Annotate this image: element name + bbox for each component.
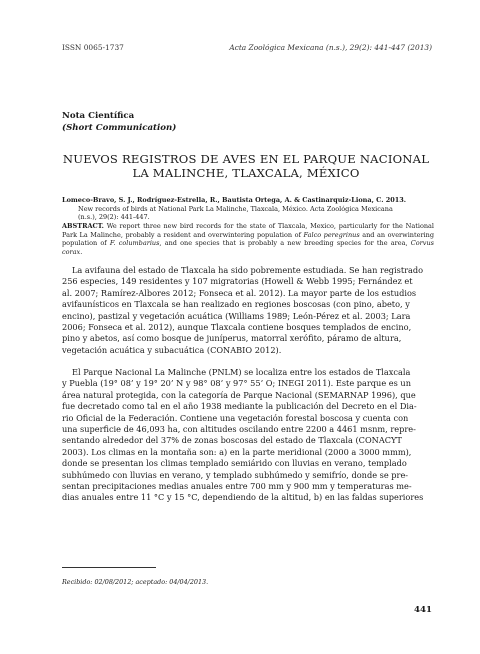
page-number: 441	[414, 605, 432, 615]
body-text-line: área natural protegida, con la categoría de Parque Nacional (SEMARNAP 1996), que	[62, 389, 416, 400]
body-text-line: vegetación acuática y subacuática (CONABIO 2012).	[62, 344, 282, 355]
article-title-line-2: LA MALINCHE, TLAXCALA, MÉXICO	[132, 166, 360, 180]
issn: ISSN 0065-1737	[62, 43, 124, 52]
body-text-line: 2006; Fonseca et al. 2012), aunque Tlaxcala contiene bosques templados de encino,	[62, 322, 412, 333]
body-text-line: donde se presentan los climas templado semiárido con lluvias en verano, templado	[62, 458, 407, 469]
body-text-line: dias anuales entre 11 °C y 15 °C, dependiendo de la altitud, b) en las faldas superiores	[62, 492, 424, 503]
abstract	[62, 222, 434, 257]
abstract-text: and an overwintering population of	[62, 230, 434, 248]
article-title-line-1: NUEVOS REGISTROS DE AVES EN EL PARQUE NACIONAL	[62, 152, 430, 166]
citation-line-2: New records of birds at National Park La Malinche, Tlaxcala, México. Acta Zoológica Mexicana	[78, 204, 393, 213]
body-text-line: 256 especies, 149 residentes y 107 migratorias (Howell & Webb 1995; Fernández et	[62, 276, 413, 287]
body-text-line: El Parque Nacional La Malinche (PNLM) se localiza entre los estados de Tlaxcala	[72, 367, 411, 377]
body-paragraph-1	[62, 265, 434, 356]
body-text-line: una superficie de 46,093 ha, con altitudes oscilando entre 2200 a 4461 msnm, repre-	[62, 424, 416, 435]
body-text-line: fue decretado como tal en el año 1938 mediante la publicación del Decreto en el Dia-	[62, 401, 417, 412]
body-text-line: La avifauna del estado de Tlaxcala ha sido pobremente estudiada. Se han registrado	[72, 265, 424, 275]
abstract-text: .	[80, 248, 83, 257]
body-text-line: al. 2007; Ramírez-Albores 2012; Fonseca et al. 2012). La mayor parte de los estudios	[62, 287, 417, 298]
abstract-label: ABSTRACT.	[62, 222, 104, 230]
body-text-line: 2003). Los climas en la montaña son: a) en la parte meridional (2000 a 3000 mmm),	[62, 446, 412, 457]
abstract-species: Corvus corax	[62, 239, 434, 257]
body-text-line: sentan precipitaciones medias anuales entre 700 mm y 900 mm y temperaturas me-	[62, 481, 412, 492]
body-text-line: rio Oficial de la Federación. Contiene una vegetación forestal boscosa y cuenta con	[62, 412, 409, 423]
body-text-line: subhúmedo con lluvias en verano, y templado subhúmedo y semifrío, donde se pre-	[62, 469, 409, 480]
abstract-species: Falco peregrinus	[303, 230, 360, 239]
body-text-line: sentando alrededor del 37% de zonas boscosas del estado de Tlaxcala (CONACYT	[62, 435, 402, 446]
citation	[62, 196, 434, 222]
footnote-divider	[62, 567, 156, 568]
section-label: Nota Científica	[62, 111, 135, 121]
body-paragraph-2	[62, 367, 434, 504]
abstract-text: , and one species that is probably a new breeding species for the area,	[159, 239, 408, 248]
body-text-line: pino y abetos, así como bosque de juníperus, matorral xerófito, páramo de altura,	[62, 333, 402, 344]
abstract-text: We report three new bird records for the state of Tlaxcala, Mexico, particularly for the National Park La Malinche, probably a resident and overwintering population of	[62, 222, 434, 239]
body-text-line: avifaunísticos en Tlaxcala se han realizado en regiones boscosas (con pino, abeto, y	[62, 299, 410, 310]
citation-line-3: (n.s.), 29(2): 441-447.	[78, 213, 150, 222]
abstract-species: F. columbarius	[109, 239, 160, 248]
journal-reference: Acta Zoológica Mexicana (n.s.), 29(2): 441-447 (2013)	[229, 43, 432, 52]
received-dates: Recibido: 02/08/2012; aceptado: 04/04/2013.	[62, 578, 209, 586]
section-label-english: (Short Communication)	[62, 123, 177, 133]
body-text-line: y Puebla (19° 08’ y 19° 20’ N y 98° 08’ y 97° 55’ O; INEGI 2011). Este parque es un	[62, 378, 411, 389]
citation-authors: Lomeco-Bravo, S. J., Rodríguez-Estrella, R., Bautista Ortega, A. & Castinarquiz-Liona, C. 2013.	[62, 196, 407, 204]
body-text-line: encino), pastizal y vegetación acuática (Williams 1989; León-Pérez et al. 2003; Lara	[62, 310, 411, 321]
